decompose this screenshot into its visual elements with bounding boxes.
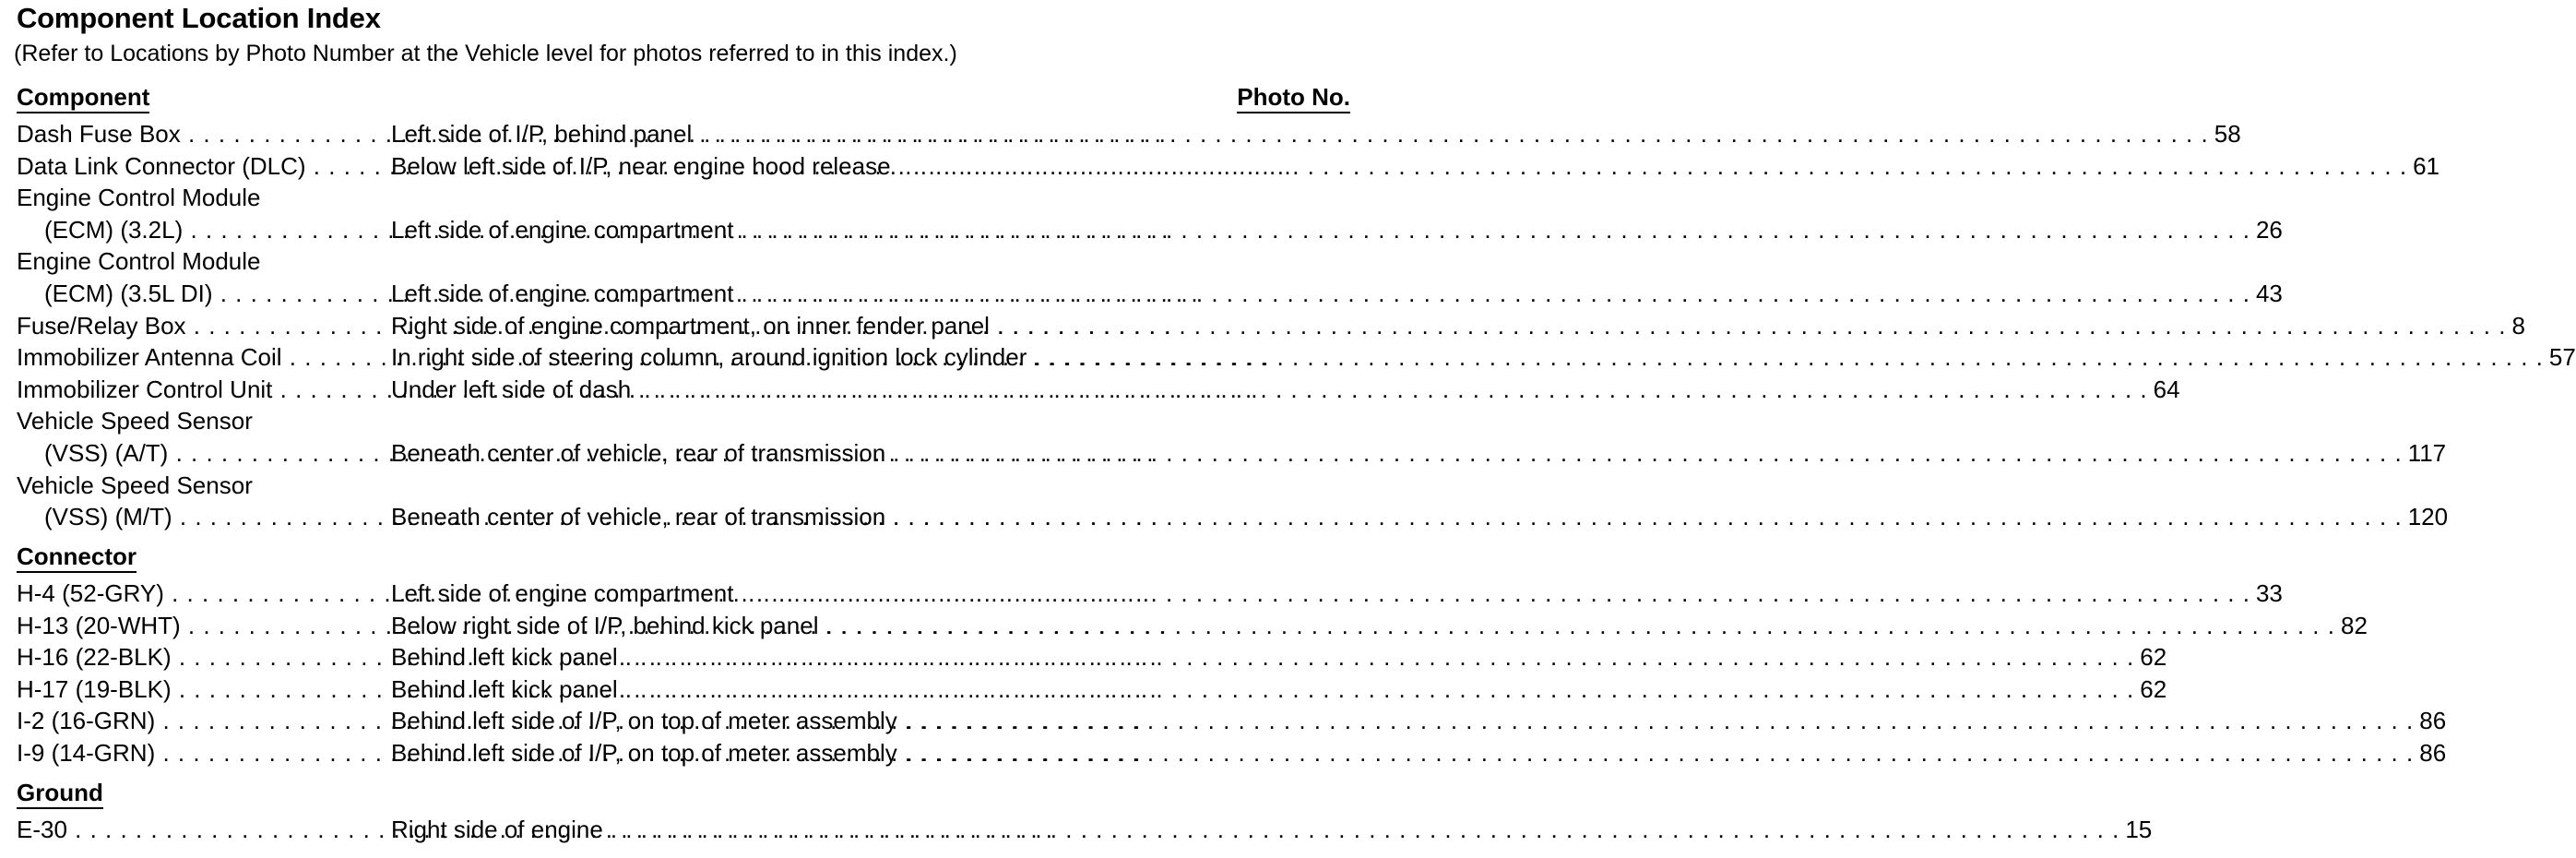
photo-number: 26	[2255, 215, 2283, 244]
dot-leader: . . . . . . . . . . . . . . . . . . . . . . . . . . . . . . . . . . . . . . . . . . . . . . . . . . . . . . . . . . . . . . . . . . . . . . . . . . . . . . . . . . . . . . . . . . . . . . . . . . . .	[904, 739, 2415, 767]
component-name: Data Link Connector (DLC) . . .	[17, 150, 376, 182]
location-text: Left side of engine compartment	[391, 579, 734, 607]
photo-number: 120	[2407, 503, 2449, 531]
component-name: E-30 . . .	[17, 814, 376, 845]
section-heading	[17, 542, 137, 570]
photo-number-header	[1237, 83, 1350, 113]
photo-number: 58	[2214, 120, 2241, 148]
section-heading-label: Ground	[17, 780, 103, 809]
component-name: Engine Control Module	[17, 184, 261, 212]
component-name: Immobilizer Antenna Coil . . .	[17, 341, 376, 373]
component-name: (ECM) (3.2L) . . .	[44, 214, 376, 245]
photo-number: 82	[2340, 611, 2368, 639]
section-heading	[17, 779, 103, 806]
dot-leader: . . . . . . . . . . . . . . . . . . . . . . . . . . . . . . . . . . . . . . . . . . . . . . . . . . . . . . . . . . . . . . . . . . . . . . . . . . . . . . . . . . . . . . . . . . . . . . . . . . . .	[638, 375, 2148, 403]
section-heading-label: Connector	[17, 543, 137, 573]
component-name: I-2 (16-GRN) . . .	[17, 705, 376, 736]
component-name: H-17 (19-BLK) . . .	[17, 673, 376, 705]
component-name: Vehicle Speed Sensor	[17, 471, 253, 499]
location-text: Below left side of I/P, near engine hood release	[391, 151, 891, 180]
dot-leader: . . . . . . . . . . . . . . . . . . . . . . . . . . . . . . . . . . . . . . . . . . . . . . . . . . . . . . . . . . . . . . . . . . . . . . . . . . . . . . . . . . . . . . . . . . . . . . . . . . . .	[699, 120, 2209, 148]
table-row	[391, 278, 2283, 309]
page-title: Component Location Index	[17, 2, 381, 34]
dot-leader: . . . . . . . . . . . . . . . . . . . . . . . . . . . . . . . . . . . . . . . . . . . . . . . . . . . . . . . . . . . . . . . . . . . . . . . . . . . . . . . . . . . . . . . . . . . . . . . . . . . .	[897, 151, 2408, 180]
location-text: Behind left kick panel	[391, 674, 618, 703]
table-row	[391, 374, 2180, 405]
dot-leader: . . . . . . . . . . . . . . . . . . . . . . . . . . . . . . . . . . . . . . . . . . . . . . . . . . . . . . . . . . . . . . . . . . . . . . . . . . . . . . . . . . . . . . . . . . . . . . . . . . . .	[893, 439, 2403, 467]
location-text: Under left side of dash	[391, 375, 632, 403]
table-row	[391, 705, 2447, 736]
photo-number: 15	[2125, 816, 2153, 843]
table-row	[391, 214, 2283, 245]
component-name: Engine Control Module	[17, 247, 261, 276]
table-row	[391, 578, 2283, 609]
location-text: Left side of I/P, behind panel	[391, 120, 693, 148]
section-heading	[17, 83, 149, 111]
table-row	[391, 341, 2576, 373]
table-row	[391, 814, 2153, 845]
dot-leader: . . . . . . . . . . . . . . . . . . . . . . . . . . . . . . . . . . . . . . . . . . . . . . . . . . . . . . . . . . . . . . . . . . . . . . . . . . . . . . . . . . . . . . . . . . . . . . . . . . . .	[624, 674, 2135, 703]
table-row	[391, 610, 2368, 641]
table-row	[391, 673, 2167, 705]
photo-number: 117	[2407, 439, 2447, 467]
location-text: Below right side of I/P, behind kick panel	[391, 611, 819, 639]
photo-number: 61	[2413, 151, 2439, 180]
photo-number: 62	[2140, 674, 2167, 703]
location-text: Right side of engine	[391, 816, 603, 843]
photo-number-header-label: Photo No.	[1237, 84, 1350, 113]
table-row	[391, 737, 2447, 769]
dot-leader: . . . . . . . . . . . . . . . . . . . . . . . . . . . . . . . . . . . . . . . . . . . . . . . . . . . . . . . . . . . . . . . . . . . . . . . . . . . . . . . . . . . . . . . . . . . . . . . . . . . .	[624, 643, 2135, 672]
location-text: Left side of engine compartment	[391, 215, 734, 244]
table-row	[391, 437, 2447, 469]
dot-leader: . . . . . . . . . . . . . . . . . . . . . . . . . . . . . . . . . . . . . . . . . . . . . . . . . . . . . . . . . . . . . . . . . . . . . . . . . . . . . . . . . . . . . . . . . . . . . . . . . . . .	[741, 579, 2250, 607]
component-name: Fuse/Relay Box . . .	[17, 310, 376, 341]
location-text: Behind left kick panel	[391, 643, 618, 672]
component-name: (VSS) (M/T) . . .	[44, 501, 376, 532]
table-row	[391, 310, 2525, 341]
component-name: H-4 (52-GRY) . . .	[17, 578, 376, 609]
component-name: Immobilizer Control Unit . . .	[17, 374, 376, 405]
dot-leader: . . . . . . . . . . . . . . . . . . . . . . . . . . . . . . . . . . . . . . . . . . . . . . . . . . . . . . . . . . . . . . . . . . . . . . . . . . . . . . . . . . . . . . . . . . . . . . . . . . . .	[893, 503, 2403, 531]
component-name: I-9 (14-GRN) . . .	[17, 737, 376, 769]
photo-number: 62	[2140, 643, 2167, 672]
location-text: Behind left side of I/P, on top of meter assembly	[391, 707, 897, 735]
page-subtitle: (Refer to Locations by Photo Number at the Vehicle level for photos referred to in this index.)	[14, 41, 957, 66]
component-name: Dash Fuse Box . . .	[17, 118, 376, 149]
section-heading-label: Component	[17, 84, 149, 113]
dot-leader: . . . . . . . . . . . . . . . . . . . . . . . . . . . . . . . . . . . . . . . . . . . . . . . . . . . . . . . . . . . . . . . . . . . . . . . . . . . . . . . . . . . . . . . . . . . . . . . . . . . .	[904, 707, 2415, 735]
dot-leader: . . . . . . . . . . . . . . . . . . . . . . . . . . . . . . . . . . . . . . . . . . . . . . . . . . . . . . . . . . . . . . . . . . . . . . . . . . . . . . . . . . . . . . . . . . . . . . . . . . . .	[741, 280, 2250, 307]
component-name: Vehicle Speed Sensor	[17, 407, 253, 435]
dot-leader: . . . . . . . . . . . . . . . . . . . . . . . . . . . . . . . . . . . . . . . . . . . . . . . . . . . . . . . . . . . . . . . . . . . . . . . . . . . . . . . . . . . . . . . . . . . . . . . . . . . .	[610, 816, 2120, 843]
location-text: Beneath center of vehicle, rear of transmission	[391, 439, 886, 467]
dot-leader: . . . . . . . . . . . . . . . . . . . . . . . . . . . . . . . . . . . . . . . . . . . . . . . . . . . . . . . . . . . . . . . . . . . . . . . . . . . . . . . . . . . . . . . . . . . . . . . . . . . .	[825, 611, 2335, 639]
location-text: In right side of steering column, around ignition lock cylinder	[391, 343, 1027, 372]
photo-number: 64	[2153, 375, 2180, 403]
component-name: H-16 (22-BLK) . . .	[17, 641, 376, 673]
component-name: (ECM) (3.5L DI) . . .	[44, 278, 376, 309]
component-name: (VSS) (A/T) . . .	[44, 437, 376, 469]
dot-leader: . . . . . . . . . . . . . . . . . . . . . . . . . . . . . . . . . . . . . . . . . . . . . . . . . . . . . . . . . . . . . . . . . . . . . . . . . . . . . . . . . . . . . . . . . . . . . . . . . . . .	[996, 311, 2507, 340]
photo-number: 86	[2419, 739, 2447, 767]
location-text: Left side of engine compartment	[391, 280, 734, 307]
location-text: Behind left side of I/P, on top of meter assembly	[391, 739, 897, 767]
dot-leader: . . . . . . . . . . . . . . . . . . . . . . . . . . . . . . . . . . . . . . . . . . . . . . . . . . . . . . . . . . . . . . . . . . . . . . . . . . . . . . . . . . . . . . . . . . . . . . . . . . . .	[741, 215, 2250, 244]
table-row	[391, 641, 2167, 673]
table-row	[391, 501, 2449, 532]
table-row	[391, 150, 2439, 182]
dot-leader: . . . . . . . . . . . . . . . . . . . . . . . . . . . . . . . . . . . . . . . . . . . . . . . . . . . . . . . . . . . . . . . . . . . . . . . . . . . . . . . . . . . . . . . . . . . . . . . . . . . .	[1034, 343, 2544, 372]
table-row	[391, 118, 2241, 149]
location-text: Right side of engine compartment, on inner fender panel	[391, 311, 990, 340]
location-text: Beneath center of vehicle, rear of transmission	[391, 503, 886, 531]
photo-number: 33	[2255, 579, 2283, 607]
photo-number: 8	[2511, 311, 2525, 340]
photo-number: 57	[2548, 343, 2576, 372]
photo-number: 86	[2419, 707, 2447, 735]
component-name: H-13 (20-WHT) . . .	[17, 610, 376, 641]
photo-number: 43	[2255, 280, 2283, 307]
